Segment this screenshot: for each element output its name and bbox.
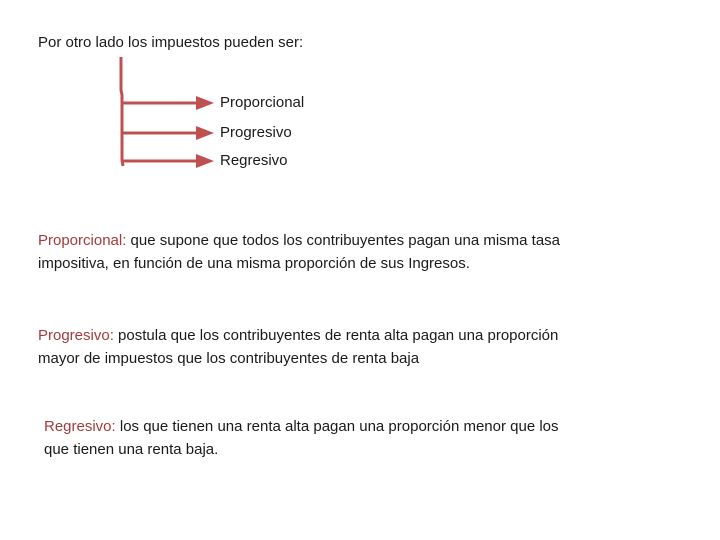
definition-regresivo bbox=[44, 415, 559, 461]
arrow-head-icon bbox=[196, 96, 214, 110]
definition-text: mayor de impuestos que los contribuyentes de renta baja bbox=[38, 350, 420, 367]
definition-text: que tienen una renta baja. bbox=[44, 441, 219, 458]
definition-text: postula que los contribuyentes de renta alta pagan una proporción bbox=[113, 327, 559, 344]
type-label-regresivo: Regresivo bbox=[220, 152, 288, 169]
arrow-head-icon bbox=[196, 154, 214, 168]
definition-proporcional bbox=[38, 229, 560, 275]
type-label-proporcional: Proporcional bbox=[220, 94, 305, 111]
definition-text: impositiva, en función de una misma proporción de sus Ingresos. bbox=[38, 255, 470, 272]
type-label-progresivo: Progresivo bbox=[220, 124, 292, 141]
definition-text: los que tienen una renta alta pagan una proporción menor que los bbox=[115, 418, 559, 435]
definition-term: Progresivo: bbox=[38, 327, 114, 344]
definition-progresivo bbox=[38, 324, 558, 370]
arrow-head-icon bbox=[196, 126, 214, 140]
definition-term: Proporcional: bbox=[38, 232, 127, 249]
heading: Por otro lado los impuestos pueden ser: bbox=[38, 34, 304, 51]
definition-term: Regresivo: bbox=[44, 418, 116, 435]
definition-text: que supone que todos los contribuyentes pagan una misma tasa bbox=[126, 232, 561, 249]
